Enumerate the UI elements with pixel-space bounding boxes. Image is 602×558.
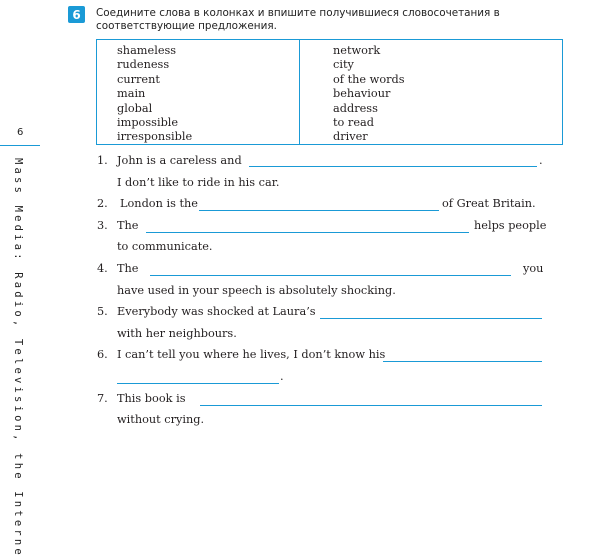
left-word: current [117,72,160,86]
sentence-number: 7. [97,392,108,405]
sentence-continuation: I don’t like to ride in his car. [117,176,280,189]
right-word-column [333,44,405,145]
answer-blank-5[interactable] [320,318,542,319]
sentence-number: 4. [97,262,108,275]
left-word: global [117,101,153,115]
answer-blank-3[interactable] [146,232,469,233]
exercise-number-badge: 6 [68,6,85,23]
right-word: behaviour [333,87,391,101]
sentence-end: . [280,370,284,383]
left-word: rudeness [117,58,170,72]
sentence-text: Everybody was shocked at Laura’s [117,305,316,318]
right-word: driver [333,130,368,144]
sentence-text-after: helps people [474,219,547,232]
right-word: city [333,58,354,72]
left-word-column [117,44,192,145]
sentence-text-after: you [523,262,544,275]
page-number-rule [0,145,40,146]
answer-blank-7[interactable] [200,405,542,406]
answer-blank-6b[interactable] [117,383,279,384]
sentence-text-after: of Great Britain. [442,197,536,210]
answer-blank-4[interactable] [150,275,511,276]
word-columns-table [96,39,563,145]
sentence-text: John is a careless and [117,154,242,167]
right-word: to read [333,116,374,130]
column-divider [299,40,300,144]
page-number: 6 [17,127,24,138]
sentence-text: London is the [120,197,198,210]
left-word: impossible [117,116,179,130]
sentence-continuation: without crying. [117,413,205,426]
left-word: main [117,87,146,101]
answer-blank-2[interactable] [199,210,439,211]
sentence-number: 3. [97,219,108,232]
right-word: network [333,44,381,57]
chapter-title: Mass Media: Radio, Television, the Interne [12,158,24,558]
sentence-number: 1. [97,154,108,167]
answer-blank-6a[interactable] [383,361,542,362]
left-word: shameless [117,44,177,57]
exercise-instruction: Соедините слова в колонках и впишите получившиеся словосочетания в соответствующие предложения. [96,7,500,32]
sentence-continuation: with her neighbours. [117,327,237,340]
answer-blank-1[interactable] [249,166,537,167]
sentence-continuation: have used in your speech is absolutely shocking. [117,284,396,297]
sentence-number: 2. [97,197,108,210]
sentence-text: The [117,262,139,275]
sentence-text: I can’t tell you where he lives, I don’t know his [117,348,386,361]
left-word: irresponsible [117,130,193,144]
sentence-number: 6. [97,348,108,361]
sentence-end: . [539,154,543,167]
right-word: address [333,101,378,115]
sentence-number: 5. [97,305,108,318]
sentence-text: The [117,219,139,232]
right-word: of the words [333,72,405,86]
sentence-text: This book is [117,392,186,405]
sentence-continuation: to communicate. [117,240,213,253]
